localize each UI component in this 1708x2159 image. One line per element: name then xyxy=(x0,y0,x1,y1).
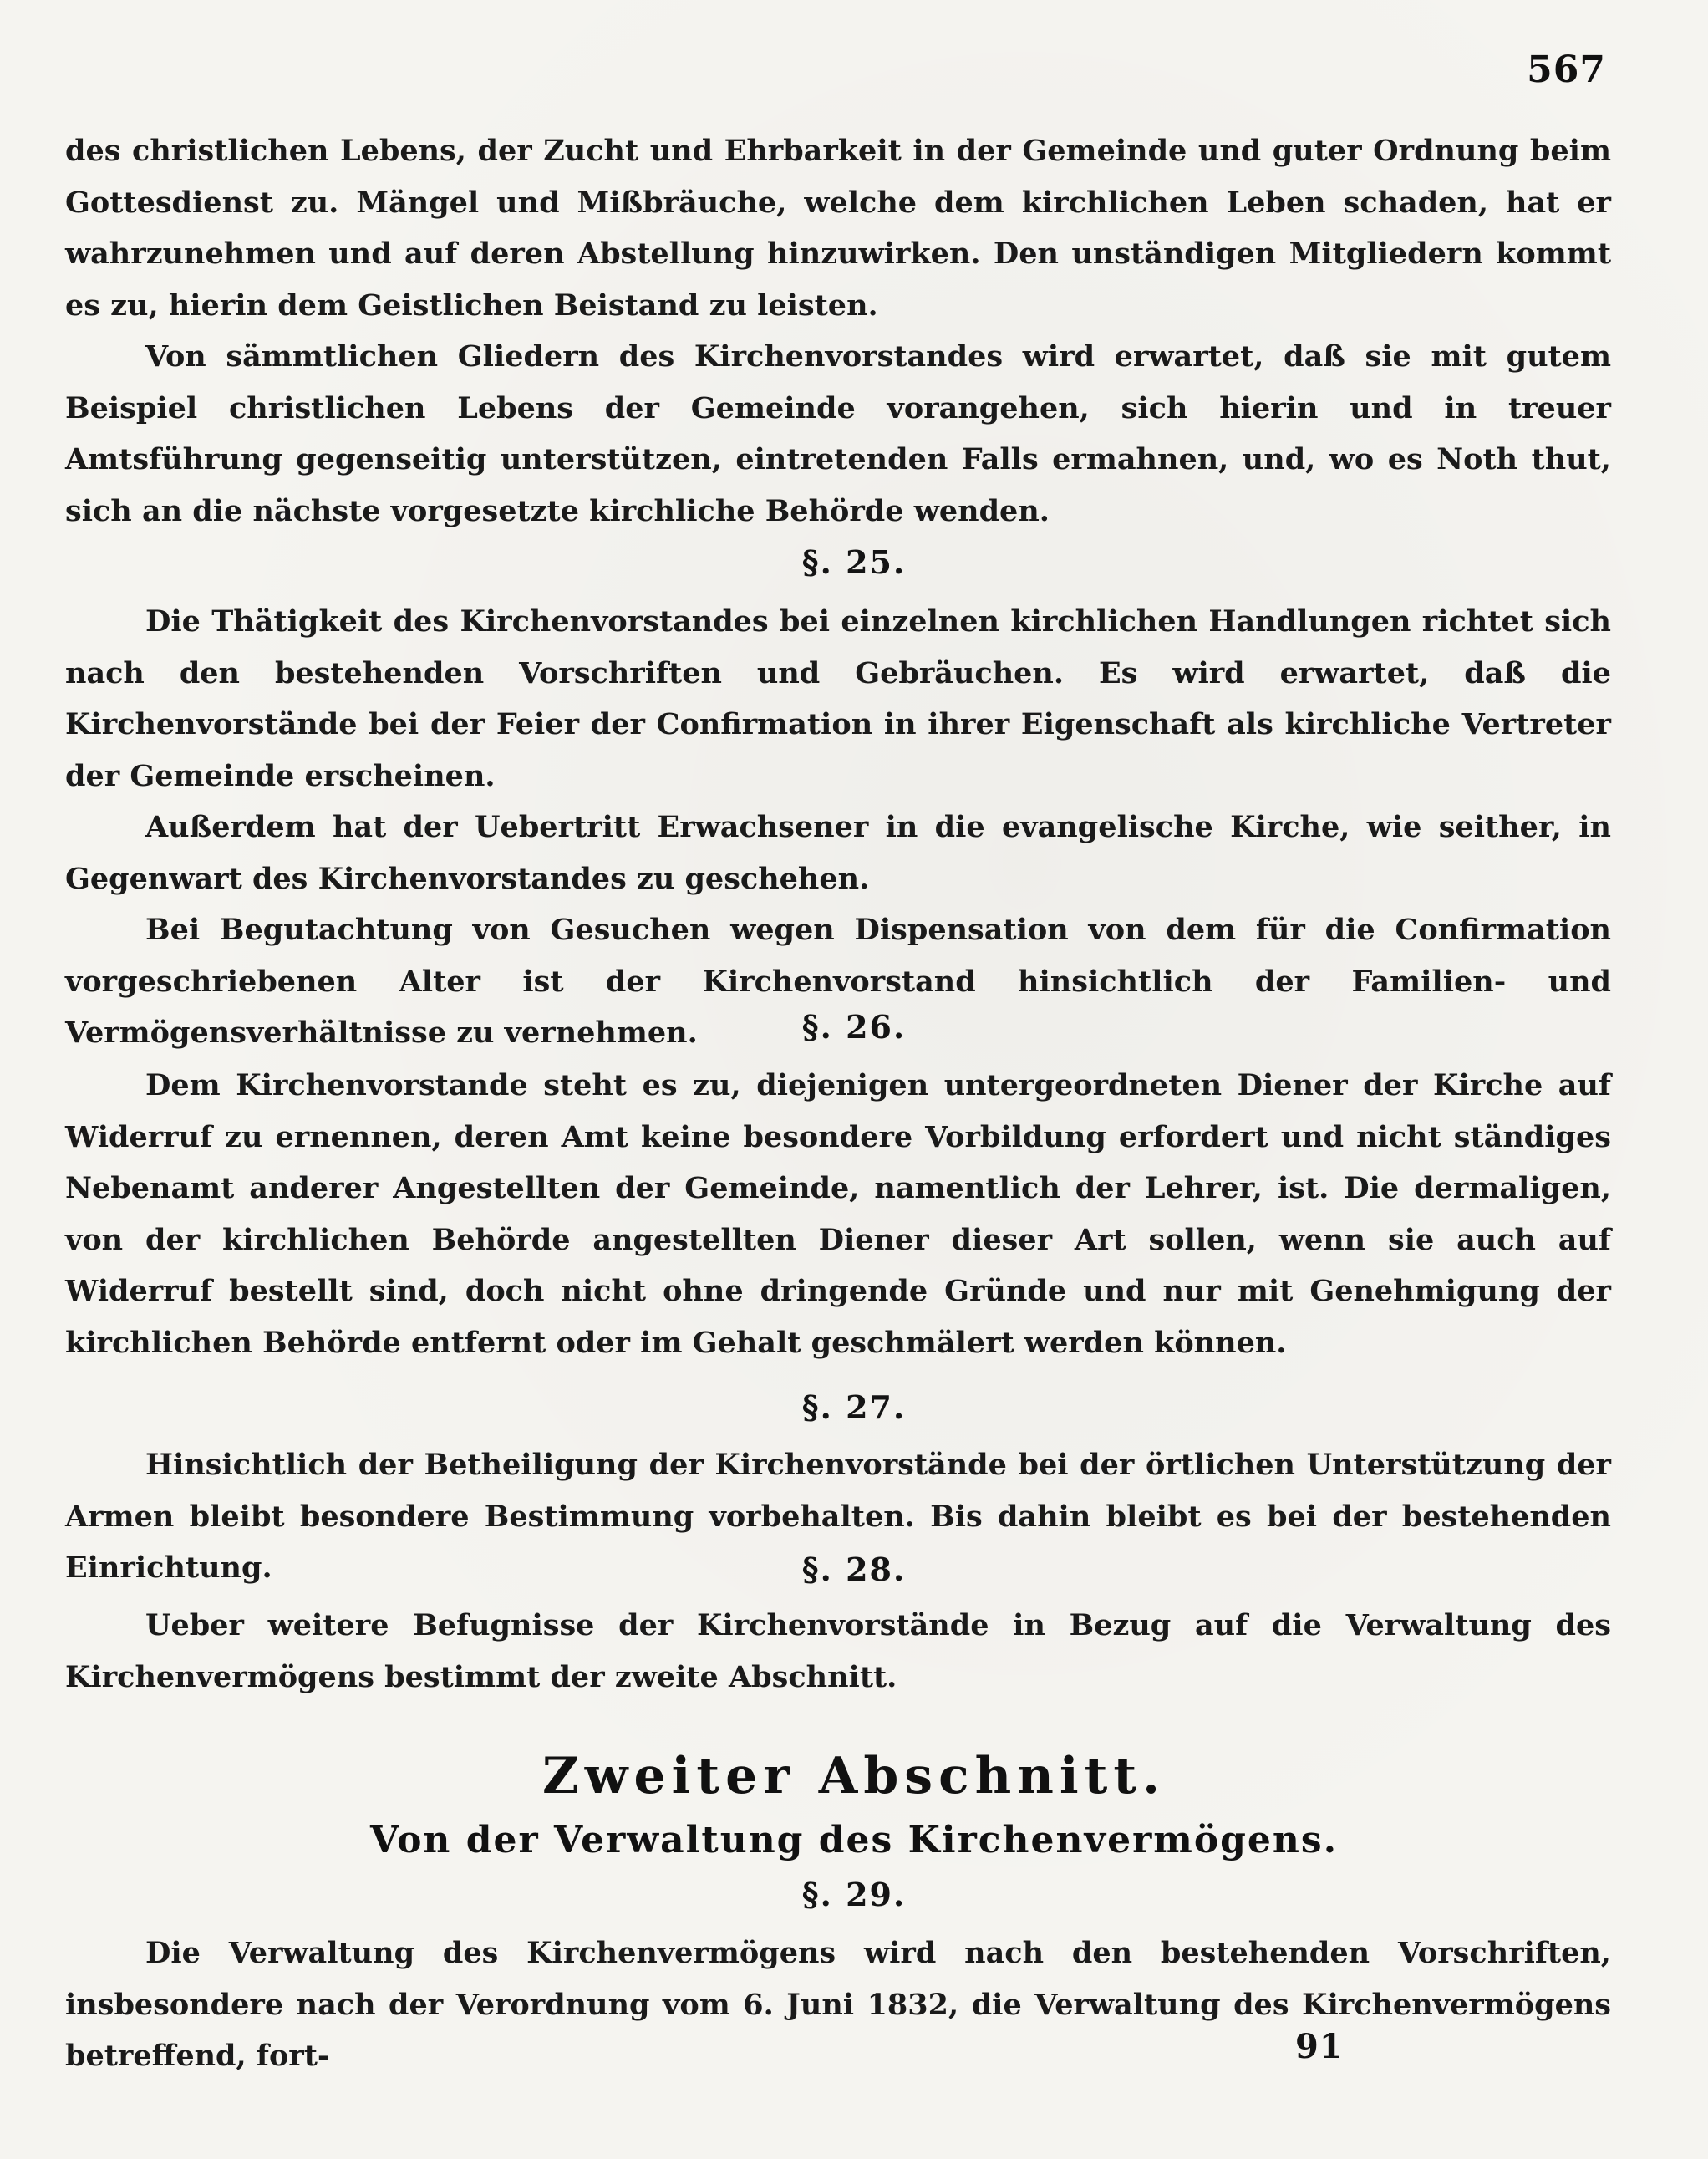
paragraph: Außerdem hat der Uebertritt Erwachsener in die evangelische Kirche, wie seither, in Gegenwart des Kirchenvorstandes zu geschehen. xyxy=(65,810,1611,896)
section-29-text xyxy=(65,1927,1611,2082)
section-25-heading: §. 25. xyxy=(801,543,907,581)
paragraph: Bei Begutachtung von Gesuchen wegen Dispensation von dem für die Confirmation vorgeschriebenen Alter ist der Kirchenvorstand hinsichtlich der Familien- und Vermögensverhältnisse zu vernehmen. xyxy=(65,913,1611,1050)
section-29-heading: §. 29. xyxy=(801,1876,907,1913)
section-28-text xyxy=(65,1600,1611,1703)
paragraph: Ueber weitere Befugnisse der Kirchenvorstände in Bezug auf die Verwaltung des Kirchenvermögens bestimmt der zweite Abschnitt. xyxy=(65,1608,1611,1694)
paragraph: Von sämmtlichen Gliedern des Kirchenvorstandes wird erwartet, daß sie mit gutem Beispiel christlichen Lebens der Gemeinde vorangehen, sich hierin und in treuer Amtsführung gegenseitig unterstützen, eintretenden Falls ermahnen, und, wo es Noth thut, sich an die nächste vorgesetzte kirchliche Behörde wenden. xyxy=(65,339,1611,528)
paragraph: des christlichen Lebens, der Zucht und Ehrbarkeit in der Gemeinde und guter Ordnung beim Gottesdienst zu. Mängel und Mißbräuche, welche dem kirchlichen Leben schaden, hat er wahrzunehmen und auf deren Abstellung hinzuwirken. Den unständigen Mitgliedern kommt es zu, hierin dem Geistlichen Beistand zu leisten. xyxy=(65,134,1611,323)
section-28-heading: §. 28. xyxy=(801,1551,907,1588)
section-subtitle: Von der Verwaltung des Kirchenvermögens. xyxy=(369,1819,1339,1861)
section-title: Zweiter Abschnitt. xyxy=(542,1747,1166,1805)
section-25-text xyxy=(65,596,1611,1059)
paragraph: Die Verwaltung des Kirchenvermögens wird nach den bestehenden Vorschriften, insbesondere nach der Verordnung vom 6. Juni 1832, die Verwaltung des Kirchenvermögens betreffend, fort- xyxy=(65,1936,1611,2073)
paragraph: Dem Kirchenvorstande steht es zu, diejenigen untergeordneten Diener der Kirche auf Widerruf zu ernennen, deren Amt keine besondere Vorbildung erfordert und nicht ständiges Nebenamt anderer Angestellten der Gemeinde, namentlich der Lehrer, ist. Die dermaligen, von der kirchlichen Behörde angestellten Diener dieser Art sollen, wenn sie auch auf Widerruf bestellt sind, doch nicht ohne dringende Gründe und nur mit Genehmigung der kirchlichen Behörde entfernt oder im Gehalt geschmälert werden können. xyxy=(65,1068,1611,1360)
section-26-text xyxy=(65,1060,1611,1368)
section-27-heading: §. 27. xyxy=(801,1388,907,1426)
signature-mark: 91 xyxy=(1295,2027,1344,2066)
page-number: 567 xyxy=(1527,48,1606,91)
intro-text xyxy=(65,125,1611,537)
paragraph: Hinsichtlich der Betheiligung der Kirchenvorstände bei der örtlichen Unterstützung der Armen bleibt besondere Bestimmung vorbehalten. Bis dahin bleibt es bei der bestehenden Einrichtung. xyxy=(65,1448,1611,1585)
section-26-heading: §. 26. xyxy=(801,1008,907,1046)
paragraph: Die Thätigkeit des Kirchenvorstandes bei einzelnen kirchlichen Handlungen richtet sich nach den bestehenden Vorschriften und Gebräuchen. Es wird erwartet, daß die Kirchenvorstände bei der Feier der Confirmation in ihrer Eigenschaft als kirchliche Vertreter der Gemeinde erscheinen. xyxy=(65,604,1611,793)
